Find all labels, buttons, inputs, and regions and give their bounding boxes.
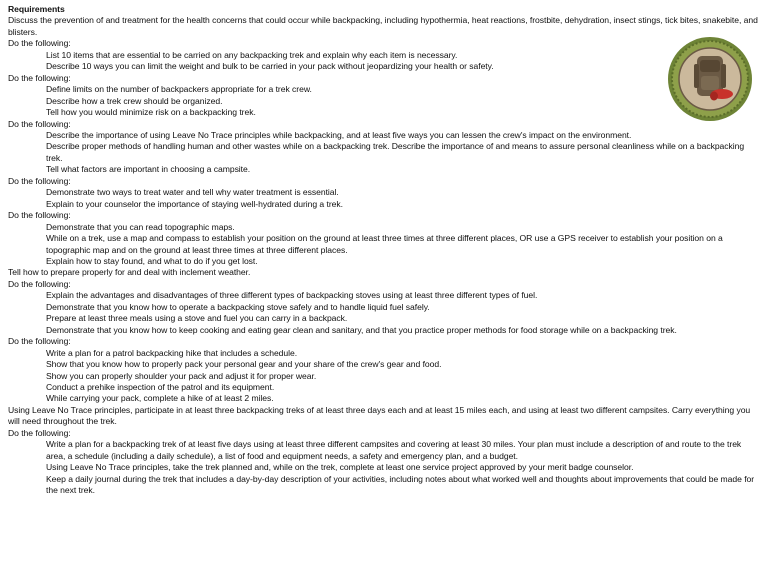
requirement-subitem: While carrying your pack, complete a hike of at least 2 miles. [46,393,274,404]
requirement-subitem: Describe 10 ways you can limit the weight and bulk to be carried in your pack without jeopardizing your health or safety. [46,61,494,72]
requirement-subitem: Using Leave No Trace principles, take the trek planned and, while on the trek, complete at least one service project approved by your merit badge counselor. [46,462,634,473]
requirement-item: Do the following: [8,38,71,49]
requirement-subitem: Explain to your counselor the importance of staying well-hydrated during a trek. [46,198,343,209]
requirement-subitem: Show that you know how to properly pack your personal gear and your share of the crew's gear and food. [46,359,442,370]
requirement-subitem: Demonstrate that you know how to operate a backpacking stove safely and to handle liquid fuel safely. [46,301,430,312]
requirement-subitem: Demonstrate that you know how to keep cooking and eating gear clean and sanitary, and that you practice proper methods for food storage while on a backpacking trek. [46,324,677,335]
requirement-subitem: Describe how a trek crew should be organized. [46,95,223,106]
requirement-item: Do the following: [8,175,71,186]
requirement-subitem: Write a plan for a backpacking trek of at least five days using at least three different campsites and covering at least 30 miles. Your plan must include a description of and route to the trek area, a schedule (including a daily schedule), a list of food and equipment needs, a safety and emergency plan, and a budget. [46,439,742,461]
requirement-item: Do the following: [8,210,71,221]
requirement-subitem: Describe the importance of using Leave No Trace principles while backpacking, and at least five ways you can lessen the crew's impact on the environment. [46,129,632,140]
requirement-subitem: Describe proper methods of handling human and other wastes while on a backpacking trek. Describe the importance of and means to assure personal cleanliness while on a backpacking trek. [46,141,745,163]
requirement-subitem: Keep a daily journal during the trek that includes a day-by-day description of your activities, including notes about what worked well and thoughts about improvements that could be made for the next trek. [46,473,755,496]
requirement-subitem: Tell how you would minimize risk on a backpacking trek. [46,107,256,118]
requirement-subitem: Show you can properly shoulder your pack and adjust it for proper wear. [46,370,317,381]
requirement-item: Using Leave No Trace principles, participate in at least three backpacking treks of at least three days each and at least 15 miles each, and using at least two different campsites. Carry everything you will need throughout the trek. [8,404,751,427]
requirement-subitem: Define limits on the number of backpackers appropriate for a trek crew. [46,84,312,95]
requirement-subitem: Demonstrate two ways to treat water and tell why water treatment is essential. [46,187,339,198]
requirement-item: Tell how to prepare properly for and deal with inclement weather. [8,267,251,278]
document-title: Requirements [8,4,65,14]
requirement-subitem: Explain how to stay found, and what to do if you get lost. [46,255,258,266]
requirement-subitem: While on a trek, use a map and compass to establish your position on the ground at least three times at three different places, OR use a GPS receiver to establish your position on a topographic map and on the ground at least three times at three different places. [46,233,723,255]
requirement-subitem: Prepare at least three meals using a stove and fuel you can carry in a backpack. [46,313,348,324]
requirement-item: Do the following: [8,336,71,347]
requirement-subitem: List 10 items that are essential to be carried on any backpacking trek and explain why each item is necessary. [46,49,458,60]
requirement-subitem: Demonstrate that you can read topographic maps. [46,221,235,232]
requirements-list [8,15,758,496]
requirement-item: Do the following: [8,118,71,129]
requirement-subitem: Conduct a prehike inspection of the patrol and its equipment. [46,381,275,392]
requirement-subitem: Tell what factors are important in choosing a campsite. [46,164,251,175]
requirement-subitem: Explain the advantages and disadvantages of three different types of backpacking stoves using at least three different types of fuel. [46,290,538,301]
requirement-subitem: Write a plan for a patrol backpacking hike that includes a schedule. [46,347,298,358]
backpacking-merit-badge-icon [667,36,753,122]
requirement-item: Do the following: [8,427,71,438]
requirement-item: Do the following: [8,72,71,83]
requirement-item: Discuss the prevention of and treatment for the health concerns that could occur while backpacking, including hypothermia, heat reactions, frostbite, dehydration, insect stings, tick bites, snakebite, and blisters. [8,15,758,37]
requirement-item: Do the following: [8,278,71,289]
